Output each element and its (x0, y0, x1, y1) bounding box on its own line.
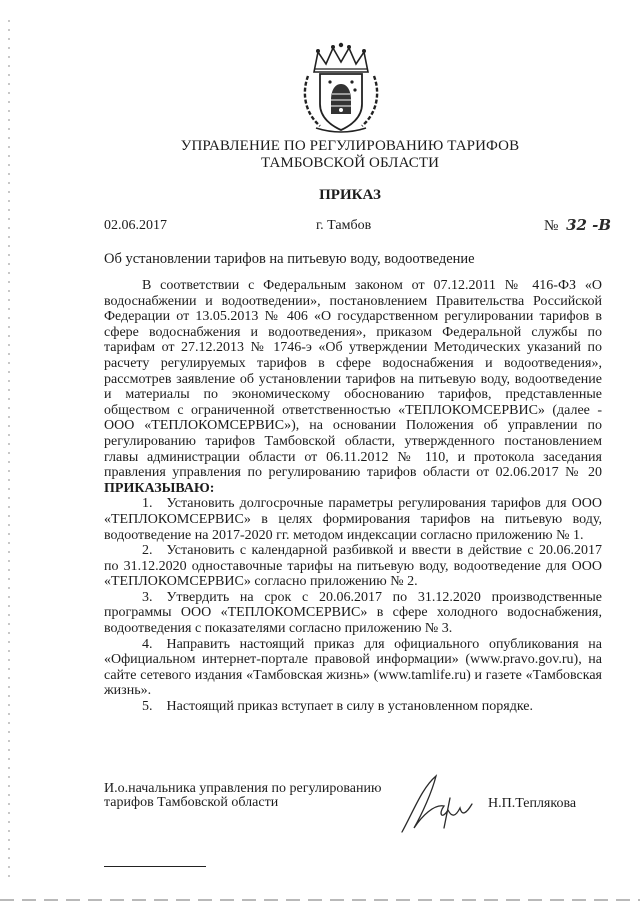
order-item-4: 4. Направить настоящий приказ для официального опубликования на «Официальном интернет-портале правовой информации» (www.pravo.gov.ru), на сайте сетевого издания «Тамбовская жизнь» (www.tamlife.ru) и газете «Тамбовская жизнь». (104, 636, 602, 699)
signer-position (104, 782, 381, 810)
order-subject: Об установлении тарифов на питьевую воду, водоотведение (104, 251, 475, 267)
order-item-2: 2. Установить с календарной разбивкой и ввести в действие с 20.06.2017 по 31.12.2020 одноставочные тарифы на питьевую воду, водоотведение для ООО «ТЕПЛОКОМСЕРВИС» согласно приложению № 2. (104, 543, 602, 590)
document-type-title: ПРИКАЗ (319, 187, 381, 203)
scan-edge-artifact (8, 20, 10, 880)
footer-rule (104, 866, 206, 867)
preamble-text: В соответствии с Федеральным законом от 07.12.2011 № 416-ФЗ «О водоснабжении и водоотведении», постановлением Правительства Российской Федерации от 13.05.2013 № 406 «О государственном регулировании тарифов в сфере водоснабжения и водоотведения», приказом Федеральной службы по тарифам от 27.12.2013 № 1746-э «Об утверждении Методических указаний по расчету регулируемых тарифов в сфере водоснабжения и водоотведения», рассмотрев заявление об установлении тарифов на питьевую воду, водоотведение и материалы по экономическому обоснованию тарифов, представленные обществом с ограниченной ответственностью «ТЕПЛОКОМСЕРВИС» (далее - ООО «ТЕПЛОКОМСЕРВИС»), на основании Положения об управлении по регулированию тарифов Тамбовской области, утвержденного постановлением главы администрации области от 06.11.2012 № 110, и протокола заседания правления управления по регулированию тарифов области от 02.06.2017 № 20 (104, 278, 602, 481)
order-city: г. Тамбов (316, 218, 372, 233)
order-body (104, 278, 602, 715)
signer-position-line-2: тарифов Тамбовской области (104, 795, 279, 810)
handwritten-signature (392, 770, 482, 840)
order-number (544, 216, 611, 235)
order-word: ПРИКАЗЫВАЮ: (104, 480, 215, 496)
number-sign: № (544, 218, 559, 234)
order-item-5: 5. Настоящий приказ вступает в силу в установленном порядке. (142, 699, 533, 715)
order-date: 02.06.2017 (104, 218, 167, 233)
preamble-paragraph (104, 278, 602, 496)
order-item-3: 3. Утвердить на срок с 20.06.2017 по 31.12.2020 производственные программы ООО «ТЕПЛОКОМСЕРВИС» в сфере холодного водоснабжения, водоотведения с показателями согласно приложению № 3. (104, 589, 602, 637)
coat-of-arms-emblem (300, 42, 382, 134)
order-number-handwritten: 32 -В (566, 216, 612, 234)
scan-bottom-artifact (0, 899, 640, 901)
org-name-line-1: УПРАВЛЕНИЕ ПО РЕГУЛИРОВАНИЮ ТАРИФОВ (180, 138, 520, 154)
org-name-line-2: ТАМБОВСКОЙ ОБЛАСТИ (260, 155, 440, 171)
signer-position-line-1: И.о.начальника управления по регулированию (104, 781, 382, 796)
order-item-1: 1. Установить долгосрочные параметры регулирования тарифов для ООО «ТЕПЛОКОМСЕРВИС» в целях формирования тарифов на питьевую воду, водоотведение на 2017-2020 гг. методом индексации согласно приложению № 1. (104, 496, 602, 543)
signer-name: Н.П.Теплякова (488, 796, 577, 811)
